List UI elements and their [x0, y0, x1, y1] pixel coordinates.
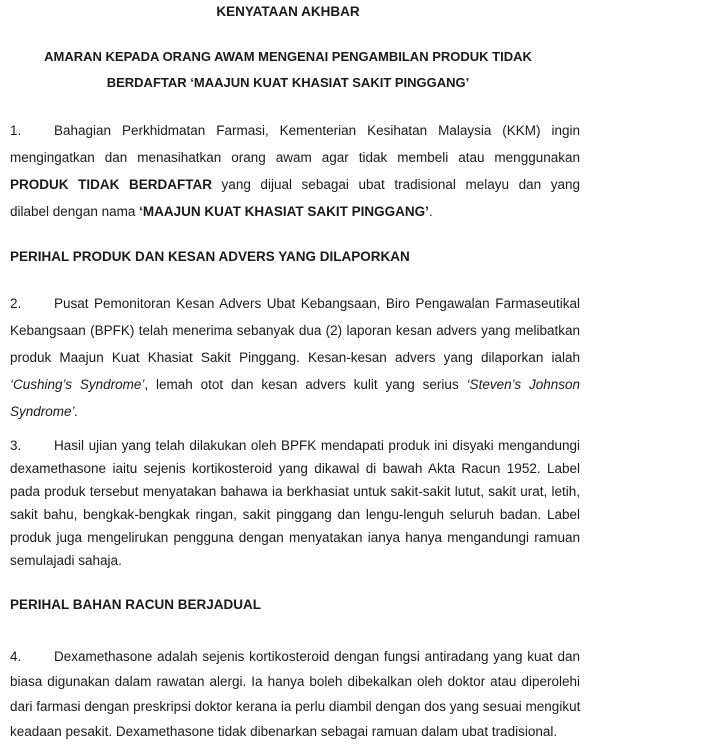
text-segment: Bahagian Perkhidmatan Farmasi, Kementerian Kesihatan Malaysia (KKM) ingin: [54, 123, 580, 138]
text-segment: Kebangsaan (BPFK) telah menerima sebanyak dua (2) laporan kesan advers yang melibatkan: [10, 323, 580, 338]
document-title: KENYATAAN AKHBAR: [216, 4, 360, 19]
text-segment: Dexamethasone adalah sejenis kortikosteroid dengan fungsi antiradang yang kuat dan: [54, 649, 580, 664]
paragraph-line: [10, 317, 580, 344]
italic-text: ‘Steven’s Johnson: [466, 377, 580, 392]
paragraph-line: [10, 457, 580, 480]
paragraph-4: [10, 644, 580, 744]
paragraph-1: [10, 117, 580, 225]
paragraph-line: [10, 290, 580, 317]
subtitle-line-1: AMARAN KEPADA ORANG AWAM MENGENAI PENGAMBILAN PRODUK TIDAK: [44, 49, 532, 64]
paragraph-line: [10, 117, 580, 144]
text-segment: Hasil ujian yang telah dilakukan oleh BPFK mendapati produk ini disyaki mengandungi: [54, 438, 580, 453]
paragraph-line: [10, 371, 580, 398]
paragraph-line: [10, 344, 580, 371]
section-heading-racun: PERIHAL BAHAN RACUN BERJADUAL: [10, 597, 262, 612]
text-segment: produk juga mengelirukan pengguna dengan menyatakan ianya hanya mengandungi ramuan: [10, 530, 580, 545]
text-segment: mengingatkan dan menasihatkan orang awam agar tidak membeli atau menggunakan: [10, 150, 580, 165]
bold-text: PRODUK TIDAK BERDAFTAR: [10, 177, 212, 192]
text-segment: semulajadi sahaja.: [10, 553, 122, 568]
paragraph-3: [10, 434, 580, 572]
text-segment: .: [428, 204, 433, 219]
subtitle-line-2: BERDAFTAR ‘MAAJUN KUAT KHASIAT SAKIT PINGGANG’: [106, 75, 470, 90]
paragraph-line: [10, 526, 580, 549]
text-segment: sakit bahu, bengkak-bengkak ringan, sakit pinggang dan lengu-lenguh seluruh badan. Label: [10, 507, 580, 522]
paragraph-line: [10, 694, 580, 719]
paragraph-number: 4.: [10, 649, 22, 664]
paragraph-number: 2.: [10, 296, 22, 311]
section-heading-produk: PERIHAL PRODUK DAN KESAN ADVERS YANG DILAPORKAN: [10, 249, 410, 264]
paragraph-line: [10, 171, 580, 198]
paragraph-line: [10, 144, 580, 171]
text-segment: pada produk tersebut menyatakan bahawa ia berkhasiat untuk sakit-sakit lutut, sakit urat, letih,: [10, 484, 580, 499]
text-segment: dilabel dengan nama: [10, 204, 140, 219]
paragraph-line: [10, 503, 580, 526]
italic-text: Syndrome’.: [10, 404, 79, 419]
paragraph-number: 1.: [10, 123, 22, 138]
text-segment: biasa digunakan dalam rawatan alergi. Ia hanya boleh dibekalkan oleh doktor atau diperolehi: [10, 674, 580, 689]
text-segment: , lemah otot dan kesan advers kulit yang serius: [144, 377, 467, 392]
paragraph-line: [10, 198, 580, 225]
paragraph-line: [10, 719, 580, 744]
paragraph-line: [10, 480, 580, 503]
paragraph-line: [10, 669, 580, 694]
bold-text: ‘MAAJUN KUAT KHASIAT SAKIT PINGGANG’: [139, 204, 429, 219]
paragraph-number: 3.: [10, 438, 22, 453]
paragraph-2: [10, 290, 580, 425]
italic-text: ‘Cushing’s Syndrome’: [10, 377, 145, 392]
text-segment: produk Maajun Kuat Khasiat Sakit Pinggang. Kesan-kesan advers yang dilaporkan ialah: [10, 350, 580, 365]
paragraph-line: [10, 644, 580, 669]
text-segment: keadaan pesakit. Dexamethasone tidak dibenarkan sebagai ramuan dalam ubat tradisional.: [10, 724, 558, 739]
paragraph-line: [10, 434, 580, 457]
paragraph-line: [10, 549, 580, 572]
text-segment: dari farmasi dengan preskripsi doktor kerana ia perlu diambil dengan dos yang sesuai mengikut: [10, 699, 581, 714]
text-segment: dexamethasone iaitu sejenis kortikosteroid yang dikawal di bawah Akta Racun 1952. Label: [10, 461, 580, 476]
text-segment: Pusat Pemonitoran Kesan Advers Ubat Kebangsaan, Biro Pengawalan Farmaseutikal: [54, 296, 580, 311]
paragraph-line: [10, 398, 580, 425]
text-segment: yang dijual sebagai ubat tradisional melayu dan yang: [211, 177, 580, 192]
